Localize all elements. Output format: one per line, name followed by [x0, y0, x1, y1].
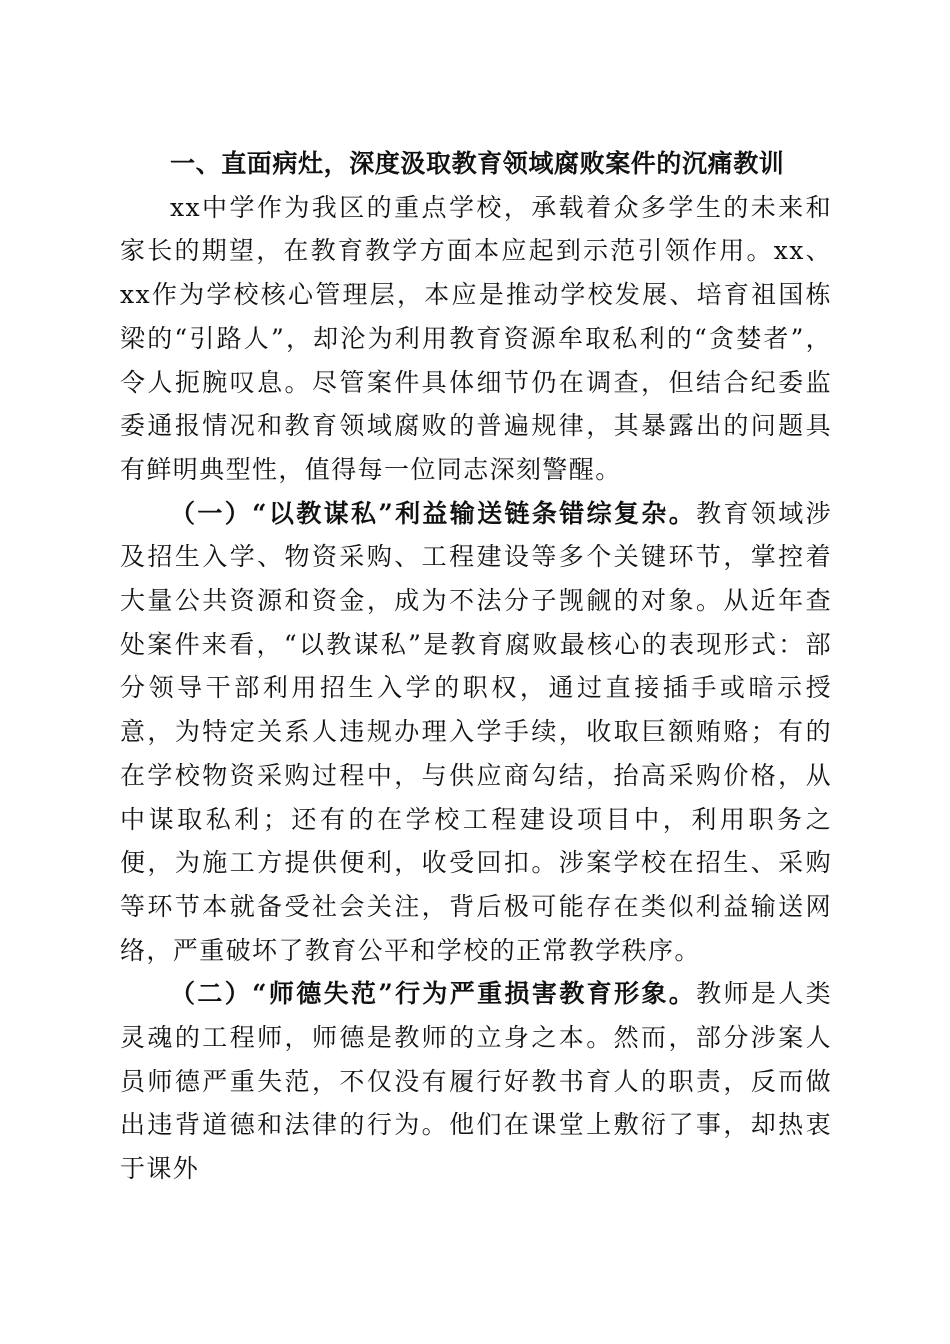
paragraph-text: 教育领域涉及招生入学、物资采购、工程建设等多个关键环节，掌控着大量公共资源和资金，成为不法分子觊觎的对象。从近年查处案件来看，“以教谋私”是教育腐败最核心的表现形式：部分领导干部利用招生入学的职权，通过直接插手或暗示授意，为特定关系人违规办理入学手续，收取巨额贿赂；有的在学校物资采购过程中，与供应商勾结，抬高采购价格，从中谋取私利；还有的在学校工程建设项目中，利用职务之便，为施工方提供便利，收受回扣。涉案学校在招生、采购等环节本就备受社会关注，背后极可能存在类似利益输送网络，严重破坏了教育公平和学校的正常教学秩序。: [120, 498, 832, 965]
section-heading: 一、直面病灶，深度汲取教育领域腐败案件的沉痛教训: [170, 149, 785, 178]
paragraph-text: 教师是人类灵魂的工程师，师德是教师的立身之本。然而，部分涉案人员师德严重失范，不仅没有履行好教书育人的职责，反而做出违背道德和法律的行为。他们在课堂上敷衍了事，却热衷于课外: [120, 979, 832, 1184]
paragraph-subsection-1: [120, 492, 832, 973]
subsection-title: （一）“以教谋私”利益输送链条错综复杂。: [170, 498, 697, 528]
paragraph-text: xx中学作为我区的重点学校，承载着众多学生的未来和家长的期望，在教育教学方面本应起到示范引领作用。xx、xx作为学校核心管理层，本应是推动学校发展、培育祖国栋梁的“引路人”，却沦为利用教育资源牟取私利的“贪婪者”，令人扼腕叹息。尽管案件具体细节仍在调查，但结合纪委监委通报情况和教育领域腐败的普遍规律，其暴露出的问题具有鲜明典型性，值得每一位同志深刻警醒。: [120, 192, 832, 484]
document-body: [120, 142, 832, 1191]
paragraph-intro: [120, 186, 832, 492]
paragraph-subsection-2: [120, 972, 832, 1191]
subsection-title: （二）“师德失范”行为严重损害教育形象。: [170, 979, 697, 1009]
